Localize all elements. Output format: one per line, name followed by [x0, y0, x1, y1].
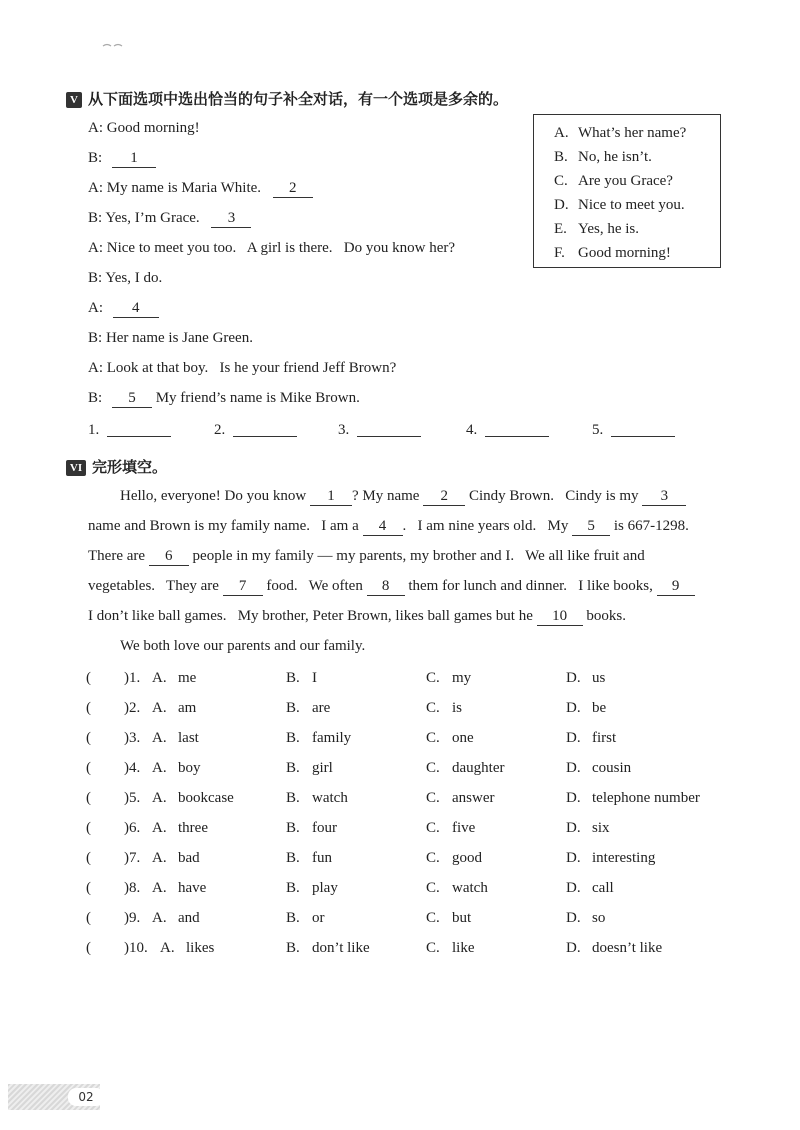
cloze-blank-9[interactable]: 9: [657, 577, 695, 596]
option-b-cell[interactable]: B. don’t like: [286, 940, 370, 956]
option-d-cell[interactable]: D. be: [566, 700, 607, 716]
answer-field-1[interactable]: [107, 420, 171, 437]
option-a-cell[interactable]: A. have: [152, 880, 207, 896]
cloze-blank-1[interactable]: 1: [310, 487, 352, 506]
passage-line-4: vegetables. They are 7 food. We often 8 them for lunch and dinner. I like books, 9: [88, 576, 695, 596]
option-b-cell[interactable]: B. play: [286, 880, 338, 896]
cloze-blank-8[interactable]: 8: [367, 577, 405, 596]
option-c-cell[interactable]: C. daughter: [426, 760, 505, 776]
question-row: ( )4. A. boy B. girl C. daughter D. cousin: [86, 760, 632, 776]
option-a-cell[interactable]: A. last: [152, 730, 199, 746]
question-row: ( )3. A. last B. family C. one D. first: [86, 730, 617, 746]
option-a-cell[interactable]: A. three: [152, 820, 208, 836]
page-number: 02: [68, 1088, 104, 1106]
question-row: ( )5. A. bookcase B. watch C. answer D. telephone number: [86, 790, 700, 806]
answer-field-2[interactable]: [233, 420, 297, 437]
section5-badge: V: [66, 92, 82, 108]
option-c-cell[interactable]: C. watch: [426, 880, 488, 896]
answer-5: 5.: [592, 420, 675, 440]
question-row: ( )10. A. likes B. don’t like C. like D. doesn’t like: [86, 940, 663, 956]
option-a-cell[interactable]: A. bad: [152, 850, 200, 866]
blank-2[interactable]: 2: [273, 179, 313, 198]
option-a-cell[interactable]: A. and: [152, 910, 200, 926]
section5-heading: [66, 88, 508, 109]
cloze-blank-6[interactable]: 6: [149, 547, 189, 566]
corner-mark-icon: [102, 42, 124, 48]
passage-line-6: We both love our parents and our family.: [120, 638, 366, 654]
cloze-blank-7[interactable]: 7: [223, 577, 263, 596]
option-c-cell[interactable]: C. my: [426, 670, 472, 686]
option-f: F. Good morning!: [554, 245, 671, 261]
answer-field-4[interactable]: [485, 420, 549, 437]
cloze-blank-3[interactable]: 3: [642, 487, 686, 506]
blank-4[interactable]: 4: [113, 299, 159, 318]
option-b-cell[interactable]: B. I: [286, 670, 317, 686]
option-d: D. Nice to meet you.: [554, 197, 685, 213]
dialogue-line-7: A: 4: [88, 298, 159, 318]
options-box: [533, 114, 721, 268]
cloze-blank-5[interactable]: 5: [572, 517, 610, 536]
dialogue-line-10: B: 5 My friend’s name is Mike Brown.: [88, 390, 360, 406]
option-c-cell[interactable]: C. like: [426, 940, 475, 956]
option-e: E. Yes, he is.: [554, 221, 639, 237]
dialogue-line-3: A: My name is Maria White. 2: [88, 178, 313, 198]
passage-line-1: Hello, everyone! Do you know 1 ? My name 2 Cindy Brown. Cindy is my 3: [120, 486, 686, 506]
option-c-cell[interactable]: C. is: [426, 700, 463, 716]
option-a-cell[interactable]: A. am: [152, 700, 197, 716]
passage-line-3: There are 6 people in my family — my parents, my brother and I. We all like fruit and: [88, 548, 645, 564]
option-d-cell[interactable]: D. doesn’t like: [566, 940, 663, 956]
blank-5[interactable]: 5: [112, 389, 152, 408]
dialogue-line-8: B: Her name is Jane Green.: [88, 330, 253, 346]
section6-title: 完形填空。: [92, 458, 168, 476]
dialogue-line-1: A: Good morning!: [88, 120, 200, 136]
dialogue-line-5: A: Nice to meet you too. A girl is there. Do you know her?: [88, 240, 456, 256]
option-d-cell[interactable]: D. interesting: [566, 850, 656, 866]
section6-badge: VI: [66, 460, 86, 476]
answer-4: 4.: [466, 420, 549, 440]
dialogue-line-2: B: 1: [88, 148, 156, 168]
option-c-cell[interactable]: C. but: [426, 910, 472, 926]
option-c-cell[interactable]: C. answer: [426, 790, 495, 806]
option-c-cell[interactable]: C. good: [426, 850, 482, 866]
option-a-cell[interactable]: A. me: [152, 670, 197, 686]
option-b-cell[interactable]: B. fun: [286, 850, 332, 866]
option-d-cell[interactable]: D. cousin: [566, 760, 632, 776]
question-row: ( )6. A. three B. four C. five D. six: [86, 820, 610, 836]
option-b: B. No, he isn’t.: [554, 149, 652, 165]
option-c-cell[interactable]: C. one: [426, 730, 474, 746]
answer-3: 3.: [338, 420, 421, 440]
blank-3[interactable]: 3: [211, 209, 251, 228]
option-b-cell[interactable]: B. family: [286, 730, 352, 746]
option-d-cell[interactable]: D. first: [566, 730, 617, 746]
blank-1[interactable]: 1: [112, 149, 156, 168]
passage-line-2: name and Brown is my family name. I am a 4 . I am nine years old. My 5 is 667-1298.: [88, 518, 689, 534]
option-c: C. Are you Grace?: [554, 173, 673, 189]
dialogue-line-6: B: Yes, I do.: [88, 270, 163, 286]
passage-line-5: I don’t like ball games. My brother, Peter Brown, likes ball games but he 10 books.: [88, 608, 626, 624]
option-a: A. What’s her name?: [554, 125, 687, 141]
option-d-cell[interactable]: D. six: [566, 820, 610, 836]
dialogue-line-4: B: Yes, I’m Grace. 3: [88, 208, 251, 228]
option-c-cell[interactable]: C. five: [426, 820, 476, 836]
cloze-blank-2[interactable]: 2: [423, 487, 465, 506]
answer-field-5[interactable]: [611, 420, 675, 437]
option-d-cell[interactable]: D. telephone number: [566, 790, 700, 806]
option-a-cell[interactable]: A. likes: [160, 940, 215, 956]
cloze-blank-4[interactable]: 4: [363, 517, 403, 536]
option-a-cell[interactable]: A. bookcase: [152, 790, 234, 806]
option-b-cell[interactable]: B. girl: [286, 760, 333, 776]
answer-1: 1.: [88, 420, 171, 440]
option-d-cell[interactable]: D. call: [566, 880, 614, 896]
question-row: ( )7. A. bad B. fun C. good D. interesting: [86, 850, 656, 866]
page-footer: [8, 1084, 100, 1110]
question-row: ( )1. A. me B. I C. my D. us: [86, 670, 606, 686]
dialogue-line-9: A: Look at that boy. Is he your friend Jeff Brown?: [88, 360, 397, 376]
option-b-cell[interactable]: B. watch: [286, 790, 348, 806]
question-row: ( )2. A. am B. are C. is D. be: [86, 700, 607, 716]
option-b-cell[interactable]: B. are: [286, 700, 331, 716]
option-b-cell[interactable]: B. four: [286, 820, 337, 836]
section5-title: 从下面选项中选出恰当的句子补全对话，有一个选项是多余的。: [88, 90, 509, 108]
option-d-cell[interactable]: D. so: [566, 910, 606, 926]
answer-2: 2.: [214, 420, 297, 440]
question-row: ( )8. A. have B. play C. watch D. call: [86, 880, 614, 896]
question-row: ( )9. A. and B. or C. but D. so: [86, 910, 606, 926]
option-b-cell[interactable]: B. or: [286, 910, 325, 926]
option-d-cell[interactable]: D. us: [566, 670, 606, 686]
option-a-cell[interactable]: A. boy: [152, 760, 201, 776]
answer-field-3[interactable]: [357, 420, 421, 437]
section6-heading: [66, 456, 167, 477]
cloze-blank-10[interactable]: 10: [537, 607, 583, 626]
